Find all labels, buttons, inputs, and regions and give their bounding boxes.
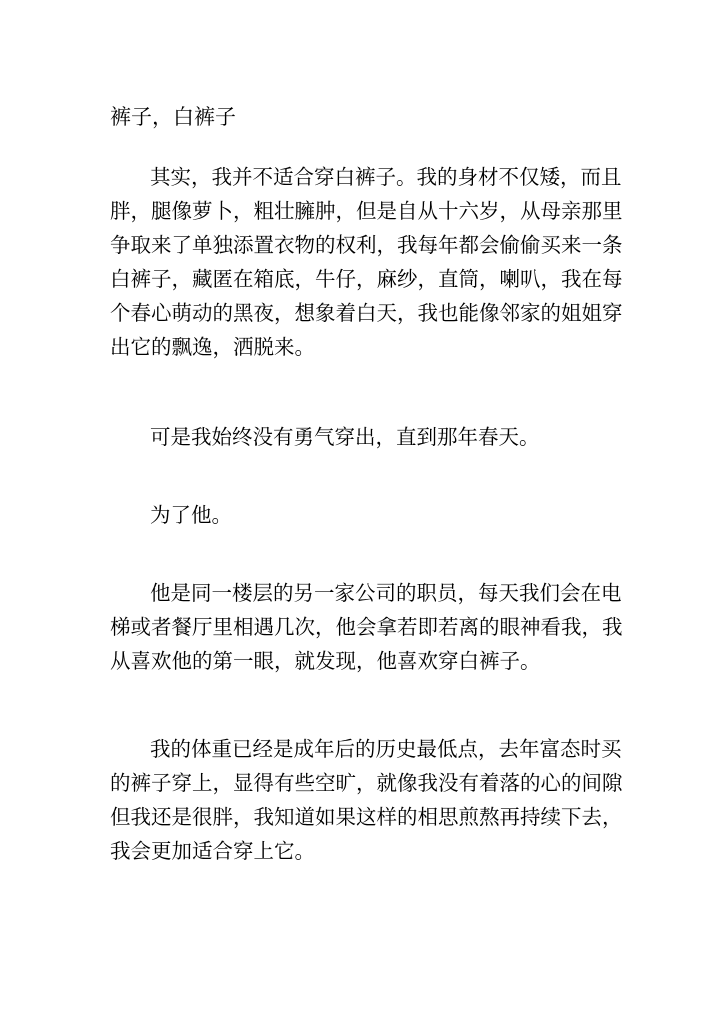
paragraph-1-line-1: 其实，我并不适合穿白裤子。我的身材不仅矮，而且 [150, 165, 622, 189]
paragraph-2-line-1: 可是我始终没有勇气穿出，直到那年春天。 [150, 425, 540, 449]
paragraph-3-line-1: 为了他。 [150, 503, 232, 527]
paragraph-1-line-6: 出它的飘逸，洒脱来。 [110, 335, 315, 359]
document-title: 裤子，白裤子 [110, 105, 236, 129]
paragraph-4-line-3: 从喜欢他的第一眼，就发现，他喜欢穿白裤子。 [110, 649, 541, 673]
paragraph-4-line-2: 梯或者餐厅里相遇几次，他会拿若即若离的眼神看我，我 [110, 615, 623, 639]
paragraph-1-line-2: 胖，腿像萝卜，粗壮臃肿，但是自从十六岁，从母亲那里 [110, 199, 623, 223]
paragraph-4-line-1: 他是同一楼层的另一家公司的职员，每天我们会在电 [150, 581, 622, 605]
paragraph-5-line-4: 我会更加适合穿上它。 [110, 839, 315, 863]
paragraph-1-line-3: 争取来了单独添置衣物的权利，我每年都会偷偷买来一条 [110, 233, 623, 257]
paragraph-1-line-5: 个春心萌动的黑夜，想象着白天，我也能像邻家的姐姐穿 [110, 301, 623, 325]
paragraph-5-line-2: 的裤子穿上，显得有些空旷，就像我没有着落的心的间隙 [110, 771, 623, 795]
paragraph-5-line-1: 我的体重已经是成年后的历史最低点，去年富态时买 [150, 737, 622, 761]
paragraph-1-line-4: 白裤子，藏匿在箱底，牛仔，麻纱，直筒，喇叭，我在每 [110, 267, 623, 291]
paragraph-5-line-3: 但我还是很胖，我知道如果这样的相思煎熬再持续下去， [110, 805, 623, 829]
